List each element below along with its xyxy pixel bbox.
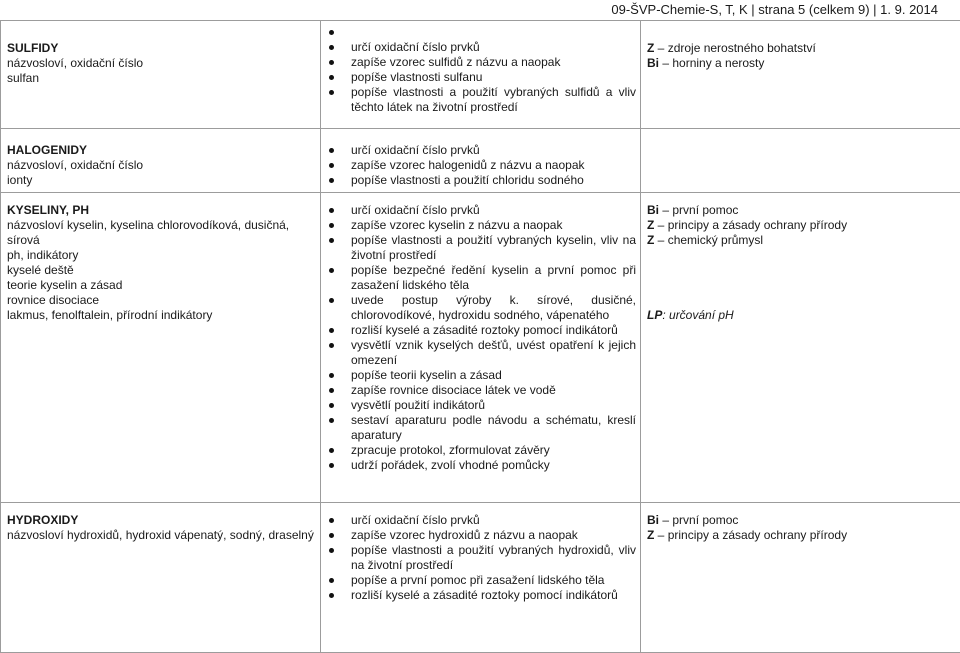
cross-link: Bi – první pomoc <box>647 513 739 527</box>
list-item: zapíše vzorec kyselin z názvu a naopak <box>325 218 636 233</box>
list-item: zapíše rovnice disociace látek ve vodě <box>325 383 636 398</box>
topic-title: SULFIDY <box>7 41 59 55</box>
cross-link: Z – chemický průmysl <box>647 233 764 247</box>
topic-line: názvosloví, oxidační číslo <box>7 158 144 172</box>
outcomes-cell <box>321 129 641 193</box>
links-cell <box>641 503 960 653</box>
topic-line: teorie kyselin a zásad <box>7 278 123 292</box>
topic-line: lakmus, fenolftalein, přírodní indikátory <box>7 308 213 322</box>
list-item: popíše vlastnosti a použití chloridu sodného <box>325 173 636 188</box>
topic-line: názvosloví, oxidační číslo <box>7 56 144 70</box>
topic-cell <box>1 193 321 503</box>
topic-line: názvosloví hydroxidů, hydroxid vápenatý, sodný, draselný <box>7 528 314 542</box>
list-item: zapíše vzorec halogenidů z názvu a naopak <box>325 158 636 173</box>
list-item: popíše vlastnosti sulfanu <box>325 70 636 85</box>
topic-cell <box>1 129 321 193</box>
list-item <box>325 25 636 40</box>
table-row-hydroxidy <box>1 503 960 653</box>
lp-note: LP: určování pH <box>647 308 734 322</box>
list-item: popíše vlastnosti a použití vybraných hydroxidů, vliv na životní prostředí <box>325 543 636 573</box>
list-item: zapíše vzorec sulfidů z názvu a naopak <box>325 55 636 70</box>
list-item: rozliší kyselé a zásadité roztoky pomocí indikátorů <box>325 588 636 603</box>
cross-link: Bi – první pomoc <box>647 203 739 217</box>
topic-line: ionty <box>7 173 33 187</box>
list-item: popíše vlastnosti a použití vybraných kyselin, vliv na životní prostředí <box>325 233 636 263</box>
list-item: určí oxidační číslo prvků <box>325 143 636 158</box>
links-cell <box>641 21 960 129</box>
outcomes-cell <box>321 21 641 129</box>
list-item: udrží pořádek, zvolí vhodné pomůcky <box>325 458 636 473</box>
outcomes-cell <box>321 503 641 653</box>
list-item: popíše a první pomoc při zasažení lidského těla <box>325 573 636 588</box>
list-item: vysvětlí použití indikátorů <box>325 398 636 413</box>
topic-title: KYSELINY, PH <box>7 203 90 217</box>
cross-link: Z – principy a zásady ochrany přírody <box>647 218 848 232</box>
topic-title: HYDROXIDY <box>7 513 79 527</box>
topic-line: názvosloví kyselin, kyselina chlorovodíková, dusičná, sírová <box>7 218 290 247</box>
links-cell <box>641 193 960 503</box>
topic-line: ph, indikátory <box>7 248 79 262</box>
list-item: zapíše vzorec hydroxidů z názvu a naopak <box>325 528 636 543</box>
list-item: popíše teorii kyselin a zásad <box>325 368 636 383</box>
topic-line: rovnice disociace <box>7 293 100 307</box>
table-row-halogenidy <box>1 129 960 193</box>
list-item: vysvětlí vznik kyselých dešťů, uvést opatření k jejich omezení <box>325 338 636 368</box>
list-item: uvede postup výroby k. sírové, dusičné, chlorovodíkové, hydroxidu sodného, vápenatého <box>325 293 636 323</box>
list-item: rozliší kyselé a zásadité roztoky pomocí indikátorů <box>325 323 636 338</box>
list-item: popíše vlastnosti a použití vybraných sulfidů a vliv těchto látek na životní prostředí <box>325 85 636 115</box>
topic-title: HALOGENIDY <box>7 143 88 157</box>
table-row-sulfidy <box>1 21 960 129</box>
links-cell <box>641 129 960 193</box>
list-item: popíše bezpečné ředění kyselin a první pomoc při zasažení lidského těla <box>325 263 636 293</box>
list-item: sestaví aparaturu podle návodu a schématu, kreslí aparatury <box>325 413 636 443</box>
cross-link: Z – zdroje nerostného bohatství <box>647 41 816 55</box>
outcomes-cell <box>321 193 641 503</box>
topic-cell <box>1 503 321 653</box>
list-item: určí oxidační číslo prvků <box>325 513 636 528</box>
list-item: určí oxidační číslo prvků <box>325 40 636 55</box>
topic-line: kyselé deště <box>7 263 74 277</box>
list-item: určí oxidační číslo prvků <box>325 203 636 218</box>
topic-line: sulfan <box>7 71 40 85</box>
list-item: zpracuje protokol, zformulovat závěry <box>325 443 636 458</box>
cross-link: Bi – horniny a nerosty <box>647 56 765 70</box>
cross-link: Z – principy a zásady ochrany přírody <box>647 528 848 542</box>
topic-cell <box>1 21 321 129</box>
curriculum-table <box>0 20 960 653</box>
table-row-kyseliny <box>1 193 960 503</box>
page-header: 09-ŠVP-Chemie-S, T, K | strana 5 (celkem 9) | 1. 9. 2014 <box>611 2 938 17</box>
